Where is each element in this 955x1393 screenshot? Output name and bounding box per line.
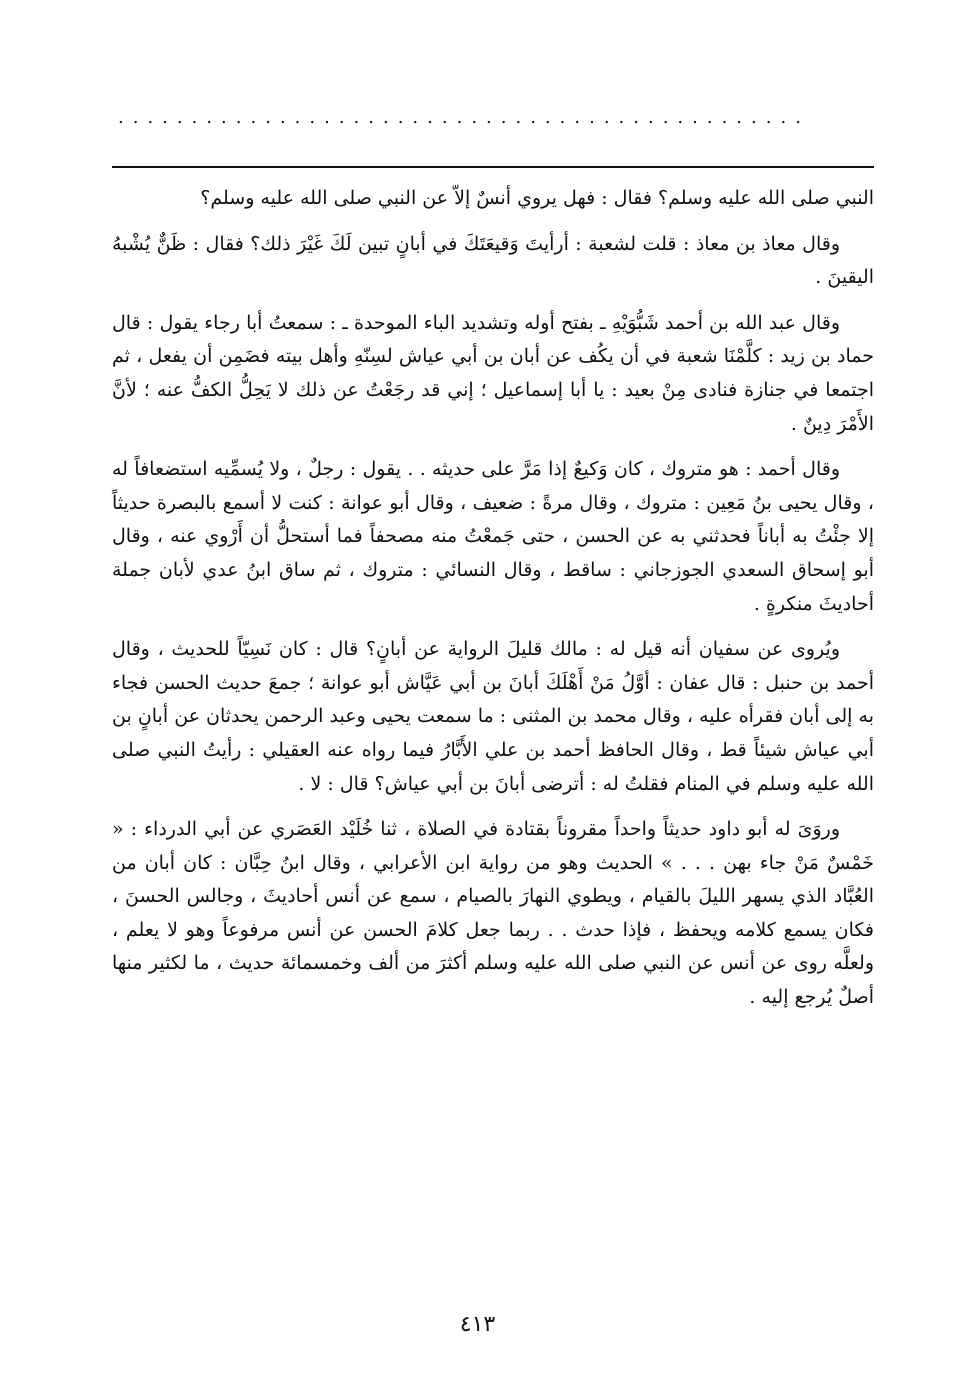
paragraph: وروَىَ له أبو داود حديثاً واحداً مقروناً بقتادة في الصلاة ، ثنا خُلَيْد العَصَري عن أبي الدرداء : « خَمْسٌ مَنْ جاء بهن . . . » الحديث وهو من رواية ابن الأعرابي ، وقال ابنُ حِبَّان : كان أبان من العُبَّاد الذي يسهر الليلَ بالقيام ، ويطوي النهارَ بالصيام ، سمع عن أنس أحاديثَ ، وجالس الحسنَ ، فكان يسمع كلامه ويحفظ ، فإذا حدث . . ربما جعل كلامَ الحسن عن أنس مرفوعاً وهو لا يعلم ، ولعلَّه روى عن أنس عن النبي صلى الله عليه وسلم أكثرَ من ألف وخمسمائة حديث ، ما لكثير منها أصلٌ يُرجع إليه . [112,818,874,1009]
header-dotted-line: ............................................... [118,112,810,124]
paragraph: وقال معاذ بن معاذ : قلت لشعبة : أرأيتَ وَقيعَتَكَ في أبانٍ تبين لَكَ غَيْرَ ذلك؟ فقال : ظَنٌّ يُشْبهُ اليقينَ . [112,232,874,289]
paragraph: ويُروى عن سفيان أنه قيل له : مالك قليلَ الرواية عن أبانٍ؟ قال : كان نَسِيّاً للحديث ، وقال أحمد بن حنبل : قال عفان : أوَّلُ مَنْ أَهْلَكَ أبانَ بن أبي عَيَّاش أبو عوانة ؛ جمعَ حديث الحسن فجاء به إلى أبان فقرأه عليه ، وقال محمد بن المثنى : ما سمعت يحيى وعبد الرحمن يحدثان عن أبانٍ بن أبي عياش شيئاً قط ، وقال الحافظ أحمد بن علي الأَبَّارُ فيما رواه عنه العقيلي : رأيتُ النبي صلى الله عليه وسلم في المنام فقلتُ له : أترضى أبانَ بن أبي عياش؟ قال : لا . [112,638,874,795]
page-body [112,182,874,1027]
paragraph: وقال عبد الله بن أحمد شَبُّوَيْهِ ـ بفتح أوله وتشديد الباء الموحدة ـ : سمعتُ أبا رجاء يقول : قال حماد بن زيد : كلَّمْنَا شعبة في أن يكُف عن أبان بن أبي عياش لسِنّهِ وأهل بيته فضَمِن أن يفعل ، ثم اجتمعا في جنازة فنادى مِنْ بعيد : يا أبا إسماعيل ؛ إني قد رجَعْتُ عن ذلك لا يَحِلُّ الكفُّ عنه ؛ لأنَّ الأَمْرَ دِينٌ . [112,311,874,435]
paragraph: وقال أحمد : هو متروك ، كان وَكيعٌ إذا مَرَّ على حديثه . . يقول : رجلٌ ، ولا يُسمِّيه استضعافاً له ، وقال يحيى بنُ مَعِين : متروك ، وقال مرةً : ضعيف ، وقال أبو عوانة : كنت لا أسمع بالبصرة حديثاً إلا جئْتُ به أباناً فحدثني به عن الحسن ، حتى جَمعْتُ منه مصحفاً فما أستحلُّ أن أَرْوي عنه ، وقال أبو إسحاق السعدي الجوزجاني : ساقط ، وقال النسائي : متروك ، ثم ساق ابنُ عدي لأبان جملة أحاديثَ منكرةٍ . [112,458,874,615]
page-number: ٤١٣ [459,1312,496,1337]
header-rule [112,166,874,168]
paragraph: النبي صلى الله عليه وسلم؟ فقال : فهل يروي أنسٌ إلاّ عن النبي صلى الله عليه وسلم؟ [200,187,874,209]
